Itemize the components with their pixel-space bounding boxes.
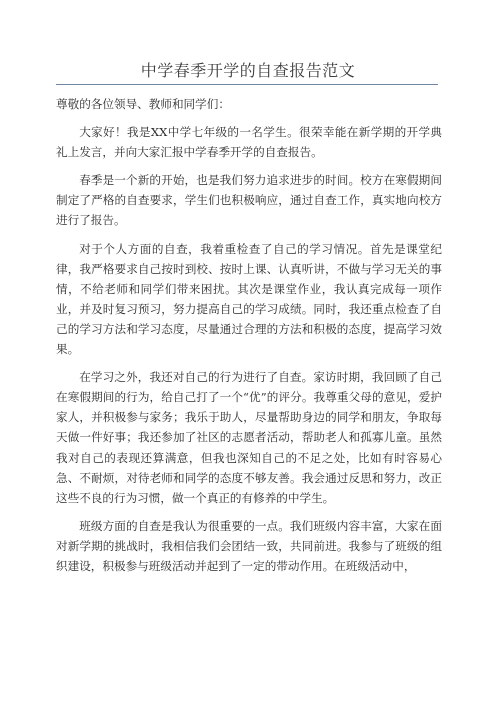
paragraph-behavior-check: 在学习之外，我还对自己的行为进行了自查。家访时期，我回顾了自己在寒假期间的行为，给自己打了一个“优”的评分。我尊重父母的意见，爱护家人，并积极参与家务；我乐于助人，尽量帮助身边的同学和朋友，争取每天做一件好事；我还参加了社区的志愿者活动，帮助老人和孤寡儿童。虽然我对自己的表现还算满意，但我也深知自己的不足之处，比如有时容易心急、不耐烦，对待老师和同学的态度不够友善。我会通过反思和努力，改正这些不良的行为习惯，做一个真正的有修养的中学生。 (56, 370, 442, 505)
title-underline (56, 84, 438, 85)
paragraph-greeting: 大家好！我是XX中学七年级的一名学生。很荣幸能在新学期的开学典礼上发言，并向大家汇报中学春季开学的自查报告。 (56, 125, 442, 160)
document-title: 中学春季开学的自查报告范文 (140, 61, 356, 80)
document-body (56, 94, 442, 576)
paragraph-class-check: 班级方面的自查是我认为很重要的一点。我们班级内容丰富，大家在面对新学期的挑战时，我相信我们会团结一致，共同前进。我参与了班级的组织建设，积极参与班级活动并起到了一定的带动作用。在班级活动中， (56, 518, 442, 573)
paragraph-spring-intro: 春季是一个新的开始，也是我们努力追求进步的时间。校方在寒假期间制定了严格的自查要求，学生们也积极响应，通过自查工作，真实地向校方进行了报告。 (56, 173, 442, 228)
paragraph-personal-check: 对于个人方面的自查，我着重检查了自己的学习情况。首先是课堂纪律，我严格要求自己按时到校、按时上课、认真听讲，不做与学习无关的事情，不给老师和同学们带来困扰。其次是课堂作业，我认真完成每一项作业，并及时复习预习，努力提高自己的学习成绩。同时，我还重点检查了自己的学习方法和学习态度，尽量通过合理的方法和积极的态度，提高学习效果。 (56, 241, 442, 357)
salutation: 尊敬的各位领导、教师和同学们： (56, 97, 230, 111)
